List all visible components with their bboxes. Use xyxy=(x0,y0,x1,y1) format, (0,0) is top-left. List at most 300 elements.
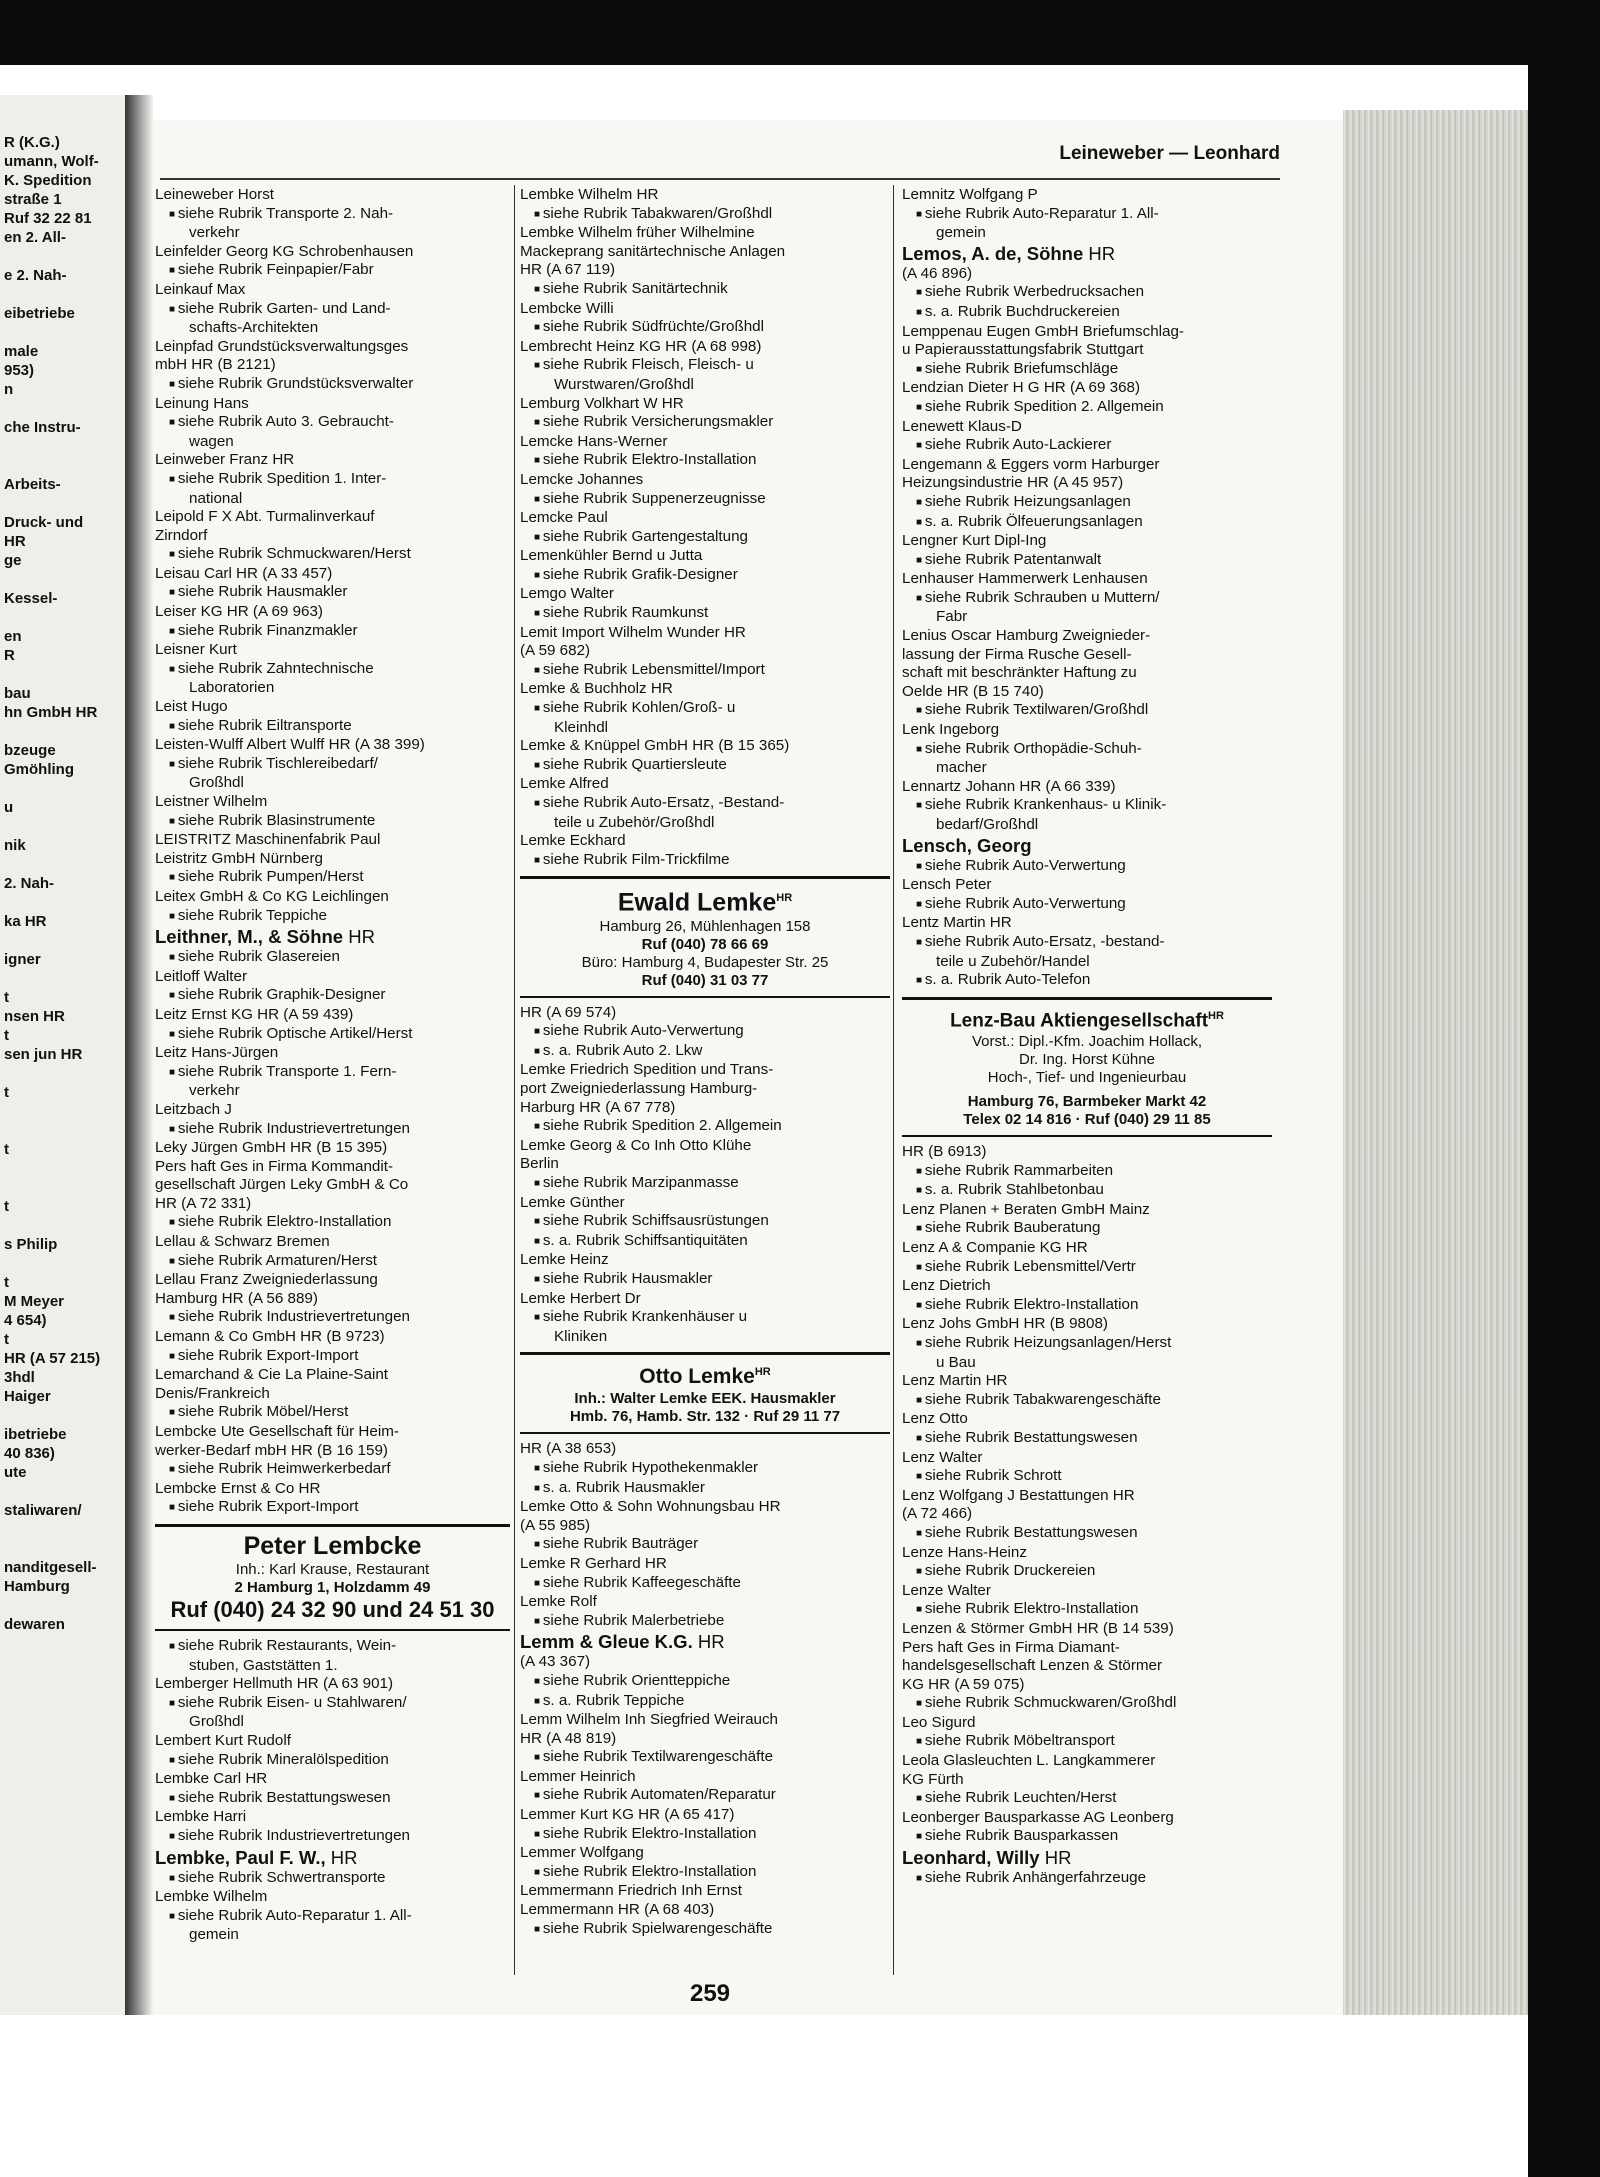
listing-entry xyxy=(155,186,510,243)
listing-entry xyxy=(902,876,1272,914)
listing-detail: Harburg HR (A 67 778) xyxy=(520,1098,676,1116)
hr-marker: HR xyxy=(343,926,375,948)
left-page-text xyxy=(0,285,125,304)
category-reference: ■ siehe Rubrik Lebensmittel/Vertr xyxy=(902,1258,1272,1278)
listing-entry xyxy=(155,888,510,926)
column-1 xyxy=(155,186,510,1945)
listing-name: Leitex GmbH & Co KG Leichlingen xyxy=(155,887,389,905)
listing-entry xyxy=(902,1544,1272,1582)
category-reference: ■ siehe Rubrik Transporte 1. Fern- xyxy=(155,1063,510,1083)
left-page-text: t xyxy=(4,1331,9,1348)
category-reference: ■ siehe Rubrik Optische Artikel/Herst xyxy=(155,1025,510,1045)
left-page-text: hn GmbH HR xyxy=(4,704,98,721)
category-reference-cont: wagen xyxy=(189,432,234,450)
category-reference-cont: Großhdl xyxy=(189,1713,244,1731)
listing-detail: KG HR (A 59 075) xyxy=(902,1675,1025,1693)
listing-entry xyxy=(520,300,890,338)
category-reference: ■ siehe Rubrik Patentanwalt xyxy=(902,551,1272,571)
listing-entry xyxy=(520,547,890,585)
listing-entry xyxy=(902,1315,1272,1372)
left-page-text: Druck- und xyxy=(4,514,84,531)
category-reference: ■ siehe Rubrik Auto 3. Gebraucht- xyxy=(155,413,510,433)
listing-name: Lenze Walter xyxy=(902,1581,991,1599)
listing-name: Lembke Wilhelm früher Wilhelmine xyxy=(520,224,755,242)
category-reference: ■ siehe Rubrik Elektro-Installation xyxy=(902,1600,1272,1620)
listing-entry xyxy=(902,323,1272,380)
listing-name-bold: Leithner, M., & Söhne HR xyxy=(155,926,375,948)
category-reference: ■ siehe Rubrik Auto-Verwertung xyxy=(520,1022,890,1042)
left-page-text: t xyxy=(4,1084,9,1101)
listing-entry xyxy=(155,1233,510,1271)
listing-entry xyxy=(902,418,1272,456)
listing-entry xyxy=(155,565,510,603)
category-reference: ■ siehe Rubrik Anhängerfahrzeuge xyxy=(902,1869,1272,1889)
category-reference: ■ siehe Rubrik Auto-Ersatz, -bestand- xyxy=(902,933,1272,953)
listing-name: Lemarchand & Cie La Plaine-Saint xyxy=(155,1366,389,1384)
listing-entry xyxy=(520,433,890,471)
listing-entry xyxy=(155,968,510,1006)
ad-line: Inh.: Walter Lemke EEK. Hausmakler xyxy=(574,1390,836,1408)
listing-detail: gesellschaft Jürgen Leky GmbH & Co xyxy=(155,1176,409,1194)
ad-name: Otto Lemke$^{HR}$ xyxy=(639,1365,771,1389)
category-reference: ■ siehe Rubrik Suppenerzeugnisse xyxy=(520,490,890,510)
category-reference-cont: Kleinhdl xyxy=(554,718,609,736)
listing-name: Lenius Oscar Hamburg Zweignieder- xyxy=(902,627,1151,645)
column-3 xyxy=(902,186,1272,1889)
listing-entry xyxy=(155,831,510,888)
category-reference: ■ siehe Rubrik Automaten/Reparatur xyxy=(520,1786,890,1806)
category-reference: ■ siehe Rubrik Elektro-Installation xyxy=(902,1296,1272,1316)
listing-name: Lemke Otto & Sohn Wohnungsbau HR xyxy=(520,1498,781,1516)
category-reference: ■ siehe Rubrik Bausparkassen xyxy=(902,1827,1272,1847)
category-reference: ■ siehe Rubrik Orientteppiche xyxy=(520,1672,890,1692)
category-reference: ■ siehe Rubrik Auto-Ersatz, -Bestand- xyxy=(520,794,890,814)
left-page-text xyxy=(0,1178,125,1197)
left-page-text: dewaren xyxy=(4,1616,65,1633)
left-page-text: Haiger xyxy=(4,1388,51,1405)
left-page-text: ute xyxy=(4,1464,27,1481)
left-page-text: 2. Nah- xyxy=(4,875,55,892)
category-reference: ■ siehe Rubrik Kaffeegeschäfte xyxy=(520,1574,890,1594)
listing-entry xyxy=(520,1631,890,1711)
listing-name: Lemke & Knüppel GmbH HR (B 15 365) xyxy=(520,737,790,755)
listing-entry xyxy=(155,1847,510,1889)
category-reference-cont: stuben, Gaststätten 1. xyxy=(189,1656,338,1674)
listing-name: Lemberger Hellmuth HR (A 63 901) xyxy=(155,1675,394,1693)
listing-entry xyxy=(520,1251,890,1289)
listing-name: Lemmermann Friedrich Inh Ernst xyxy=(520,1882,742,1900)
hr-marker: HR xyxy=(1083,242,1116,264)
listing-name: Lembcke Ernst & Co HR xyxy=(155,1479,321,1497)
listing-entry xyxy=(902,778,1272,835)
category-reference: ■ siehe Rubrik Leuchten/Herst xyxy=(902,1789,1272,1809)
column-rule xyxy=(893,185,894,1975)
category-reference: ■ siehe Rubrik Fleisch, Fleisch- u xyxy=(520,356,890,376)
category-reference-cont: teile u Zubehör/Großhdl xyxy=(554,813,715,831)
left-page-text xyxy=(0,665,125,684)
listing-name: Lentz Martin HR xyxy=(902,914,1012,932)
left-page-text: straße 1 xyxy=(4,191,62,208)
page-number: 259 xyxy=(689,1980,731,2007)
listing-entry xyxy=(520,1004,890,1062)
category-reference: ■ siehe Rubrik Quartiersleute xyxy=(520,756,890,776)
ad-address: 2 Hamburg 1, Holzdamm 49 xyxy=(234,1578,431,1596)
category-reference: ■ siehe Rubrik Krankenhaus- u Klinik- xyxy=(902,796,1272,816)
category-reference: ■ siehe Rubrik Tabakwaren/Großhdl xyxy=(520,205,890,225)
listing-name: Lemppenau Eugen GmbH Briefumschlag- xyxy=(902,322,1184,340)
listing-entry xyxy=(155,793,510,831)
listing-name: Lemke Georg & Co Inh Otto Klühe xyxy=(520,1136,752,1154)
category-reference: ■ siehe Rubrik Orthopädie-Schuh- xyxy=(902,740,1272,760)
scan-border-right xyxy=(1528,65,1600,2177)
listing-name: Lenz A & Companie KG HR xyxy=(902,1239,1088,1257)
category-reference: ■ siehe Rubrik Sanitärtechnik xyxy=(520,280,890,300)
left-page-text: M Meyer xyxy=(4,1293,65,1310)
listing-entry xyxy=(155,1328,510,1366)
ad-name: Peter Lembcke xyxy=(243,1531,422,1560)
category-reference: ■ siehe Rubrik Feinpapier/Fabr xyxy=(155,261,510,281)
category-reference-cont: schafts-Architekten xyxy=(189,319,319,337)
ad-box-peter-lembcke xyxy=(155,1524,510,1631)
listing-name: Leisner Kurt xyxy=(155,641,237,659)
listing-name: Leisten-Wulff Albert Wulff HR (A 38 399) xyxy=(155,736,425,754)
left-page-text: eibetriebe xyxy=(4,305,75,322)
listing-name: Lemke R Gerhard HR xyxy=(520,1554,667,1572)
category-reference: ■ siehe Rubrik Auto-Verwertung xyxy=(902,857,1272,877)
listing-name: Leiser KG HR (A 69 963) xyxy=(155,603,323,621)
listing-entry xyxy=(902,1847,1272,1889)
listing-name: Lenz Wolfgang J Bestattungen HR xyxy=(902,1486,1135,1504)
listing-detail: Oelde HR (B 15 740) xyxy=(902,682,1044,700)
category-reference: ■ siehe Rubrik Rammarbeiten xyxy=(902,1162,1272,1182)
listing-entry xyxy=(155,698,510,736)
listing-name: Lembke Harri xyxy=(155,1808,247,1826)
category-reference-cont: Wurstwaren/Großhdl xyxy=(554,375,694,393)
listing-name: Lemke Herbert Dr xyxy=(520,1289,641,1307)
left-page-text: en xyxy=(4,628,22,645)
category-reference: ■ siehe Rubrik Glasereien xyxy=(155,948,510,968)
category-reference: ■ siehe Rubrik Auto-Lackierer xyxy=(902,436,1272,456)
left-page-text xyxy=(0,323,125,342)
category-reference: ■ siehe Rubrik Industrievertretungen xyxy=(155,1308,510,1328)
listing-entry xyxy=(520,1498,890,1555)
category-reference: ■ siehe Rubrik Druckereien xyxy=(902,1562,1272,1582)
category-reference: ■ siehe Rubrik Armaturen/Herst xyxy=(155,1252,510,1272)
left-page-text xyxy=(0,1482,125,1501)
listing-name: Lenewett Klaus-D xyxy=(902,417,1022,435)
left-page-text: bau xyxy=(4,685,31,702)
left-page-text: HR (A 57 215) xyxy=(4,1350,101,1367)
left-page-text: n xyxy=(4,381,14,398)
listing-entry xyxy=(902,1809,1272,1847)
listing-name: Leitzbach J xyxy=(155,1100,232,1118)
category-reference: ■ siehe Rubrik Auto-Reparatur 1. All- xyxy=(902,205,1272,225)
left-page-text: ibetriebe xyxy=(4,1426,67,1443)
category-reference: ■ siehe Rubrik Blasinstrumente xyxy=(155,812,510,832)
listing-entry xyxy=(520,338,890,395)
listing-name-bold: Lembke, Paul F. W., HR xyxy=(155,1846,358,1868)
listing-entry xyxy=(520,1768,890,1806)
listing-name: Leo Sigurd xyxy=(902,1713,976,1731)
listing-entry xyxy=(520,624,890,681)
category-reference: ■ siehe Rubrik Textilwarengeschäfte xyxy=(520,1748,890,1768)
hr-marker: HR xyxy=(325,1846,358,1868)
left-page-text xyxy=(0,1596,125,1615)
ad-box-ewald-lemke xyxy=(520,876,890,997)
listing-name-cont: werker-Bedarf mbH HR (B 16 159) xyxy=(155,1441,388,1459)
listing-name: Lemit Import Wilhelm Wunder HR xyxy=(520,623,746,641)
left-page-text: ge xyxy=(4,552,22,569)
category-reference: ■ siehe Rubrik Export-Import xyxy=(155,1347,510,1367)
category-reference: ■ siehe Rubrik Zahntechnische xyxy=(155,660,510,680)
category-reference: ■ siehe Rubrik Hypothekenmakler xyxy=(520,1459,890,1479)
left-page-text: t xyxy=(4,1027,9,1044)
category-reference: ■ siehe Rubrik Raumkunst xyxy=(520,604,890,624)
listing-name: Lellau Franz Zweigniederlassung xyxy=(155,1271,378,1289)
listing-entry xyxy=(520,1555,890,1593)
category-reference: ■ siehe Rubrik Hausmakler xyxy=(520,1270,890,1290)
listing-entry xyxy=(155,243,510,281)
listing-name: Lensch Peter xyxy=(902,876,992,894)
listing-name-cont: HR (A 48 819) xyxy=(520,1729,617,1747)
category-reference: ■ siehe Rubrik Pumpen/Herst xyxy=(155,868,510,888)
left-page-text: R (K.G.) xyxy=(4,134,60,151)
listing-entry xyxy=(902,835,1272,877)
listing-name-cont: (A 43 367) xyxy=(520,1653,591,1671)
listing-name-cont: Berlin xyxy=(520,1155,559,1173)
listing-name: Lenze Hans-Heinz xyxy=(902,1543,1027,1561)
left-page-text: Ruf 32 22 81 xyxy=(4,210,92,227)
listing-detail: HR (A 72 331) xyxy=(155,1194,252,1212)
left-page-text xyxy=(0,1406,125,1425)
listing-name: Leinkauf Max xyxy=(155,280,246,298)
left-page-text: Hamburg xyxy=(4,1578,70,1595)
listing-entry xyxy=(902,1277,1272,1315)
category-reference: ■ siehe Rubrik Spedition 2. Allgemein xyxy=(520,1117,890,1137)
listing-entry xyxy=(155,281,510,338)
listing-name: Lemcke Johannes xyxy=(520,470,644,488)
category-reference: ■ siehe Rubrik Spielwarengeschäfte xyxy=(520,1920,890,1940)
listing-entry xyxy=(155,1366,510,1423)
left-page-text: 3hdl xyxy=(4,1369,35,1386)
listing-entry xyxy=(520,1290,890,1347)
left-page-text xyxy=(0,1254,125,1273)
left-page-text xyxy=(0,399,125,418)
listing-name: Lemke Friedrich Spedition und Trans- xyxy=(520,1061,774,1079)
category-reference: ■ siehe Rubrik Malerbetriebe xyxy=(520,1612,890,1632)
category-reference: ■ siehe Rubrik Tabakwarengeschäfte xyxy=(902,1391,1272,1411)
listing-entry xyxy=(902,627,1272,721)
listing-name: Lemcke Hans-Werner xyxy=(520,432,668,450)
category-reference-cont: Laboratorien xyxy=(189,679,275,697)
left-page-text: bzeuge xyxy=(4,742,56,759)
listing-entry xyxy=(155,1044,510,1101)
category-reference: ■ siehe Rubrik Hausmakler xyxy=(155,583,510,603)
ad-line: Inh.: Karl Krause, Restaurant xyxy=(235,1560,430,1578)
listing-entry xyxy=(902,570,1272,627)
listing-name: Lenz Planen + Beraten GmbH Mainz xyxy=(902,1200,1150,1218)
listing-entry xyxy=(520,1593,890,1631)
listing-name: HR (A 38 653) xyxy=(520,1440,617,1458)
listing-entry xyxy=(520,832,890,870)
category-reference-cont: bedarf/Großhdl xyxy=(936,816,1039,833)
listing-entry xyxy=(902,1410,1272,1448)
category-reference: ■ siehe Rubrik Heimwerkerbedarf xyxy=(155,1460,510,1480)
left-page-text: Kessel- xyxy=(4,590,58,607)
listing-name: LEISTRITZ Maschinenfabrik Paul xyxy=(155,831,381,849)
ad-phone: Ruf (040) 78 66 69 xyxy=(641,935,769,953)
column-2 xyxy=(520,186,890,1939)
listing-entry xyxy=(520,471,890,509)
category-reference-cont: gemein xyxy=(936,224,986,242)
category-reference: ■ siehe Rubrik Schmuckwaren/Großhdl xyxy=(902,1694,1272,1714)
listing-name: Lenhauser Hammerwerk Lenhausen xyxy=(902,570,1148,588)
listing-entry xyxy=(902,1620,1272,1714)
category-reference: ■ siehe Rubrik Spedition 1. Inter- xyxy=(155,470,510,490)
left-page-text xyxy=(0,456,125,475)
listing-entry xyxy=(155,1732,510,1770)
listing-entry xyxy=(902,1239,1272,1277)
ad-phone: Telex 02 14 816 · Ruf (040) 29 11 85 xyxy=(963,1111,1211,1129)
category-reference: ■ siehe Rubrik Schmuckwaren/Herst xyxy=(155,545,510,565)
listing-entry xyxy=(155,451,510,508)
category-reference: ■ siehe Rubrik Elektro-Installation xyxy=(520,451,890,471)
category-reference: ■ siehe Rubrik Möbel/Herst xyxy=(155,1403,510,1423)
left-page-text xyxy=(0,1121,125,1140)
left-page-text: K. Spedition xyxy=(4,172,92,189)
left-page-text xyxy=(0,1539,125,1558)
category-reference: ■ s. a. Rubrik Stahlbetonbau xyxy=(902,1181,1272,1201)
left-page-text: Gmöhling xyxy=(4,761,74,778)
listing-name: Lembke Wilhelm xyxy=(155,1888,268,1906)
listing-name: Leistner Wilhelm xyxy=(155,793,268,810)
listing-name: Lemnitz Wolfgang P xyxy=(902,186,1038,203)
left-page-text xyxy=(0,893,125,912)
category-reference: ■ siehe Rubrik Bestattungswesen xyxy=(902,1429,1272,1449)
listing-entry xyxy=(520,775,890,832)
listing-name: Lennartz Johann HR (A 66 339) xyxy=(902,777,1116,795)
category-reference: ■ siehe Rubrik Finanzmakler xyxy=(155,622,510,642)
left-page-text: igner xyxy=(4,951,41,968)
listing-name: Leky Jürgen GmbH HR (B 15 395) xyxy=(155,1139,388,1157)
category-reference: ■ siehe Rubrik Industrievertretungen xyxy=(155,1120,510,1140)
left-page-text: HR xyxy=(4,533,26,550)
category-reference: ■ siehe Rubrik Elektro-Installation xyxy=(520,1825,890,1845)
category-reference: ■ siehe Rubrik Bauträger xyxy=(520,1535,890,1555)
ad-office: Büro: Hamburg 4, Budapester Str. 25 xyxy=(581,953,829,971)
header-rule xyxy=(160,178,1280,180)
category-reference: ■ siehe Rubrik Lebensmittel/Import xyxy=(520,661,890,681)
ad-address: Hmb. 76, Hamb. Str. 132 · Ruf 29 11 77 xyxy=(569,1408,841,1426)
left-page-text xyxy=(0,1064,125,1083)
listing-name: Lenz Martin HR xyxy=(902,1372,1008,1390)
listing-detail: Pers haft Ges in Firma Kommandit- xyxy=(155,1157,394,1175)
category-reference-cont: verkehr xyxy=(189,1082,240,1100)
listing-name: HR (B 6913) xyxy=(902,1143,987,1161)
left-page-text: Arbeits- xyxy=(4,476,61,493)
listing-entry xyxy=(520,1806,890,1844)
category-reference: ■ siehe Rubrik Heizungsanlagen xyxy=(902,493,1272,513)
category-reference: ■ siehe Rubrik Grafik-Designer xyxy=(520,566,890,586)
listing-entry xyxy=(902,532,1272,570)
listing-entry xyxy=(520,224,890,299)
listing-name-cont: (A 72 466) xyxy=(902,1505,973,1523)
category-reference: ■ siehe Rubrik Garten- und Land- xyxy=(155,300,510,320)
page-header: Leineweber — Leonhard xyxy=(1059,143,1280,164)
listing-name: Lendzian Dieter H G HR (A 69 368) xyxy=(902,379,1141,397)
left-page-text xyxy=(0,931,125,950)
category-reference: ■ siehe Rubrik Export-Import xyxy=(155,1498,510,1518)
category-reference: ■ siehe Rubrik Grundstücksverwalter xyxy=(155,375,510,395)
category-reference-cont: Fabr xyxy=(936,608,968,626)
listing-entry xyxy=(155,1006,510,1044)
listing-entry xyxy=(520,585,890,623)
listing-name: Lemm Wilhelm Inh Siegfried Weirauch xyxy=(520,1711,779,1729)
listing-name-cont: (A 46 896) xyxy=(902,264,973,282)
listing-entry xyxy=(902,1201,1272,1239)
listing-name: Lemgo Walter xyxy=(520,585,614,603)
listing-entry xyxy=(902,1752,1272,1809)
listing-detail: handelsgesellschaft Lenzen & Störmer xyxy=(902,1657,1163,1675)
listing-name: Leinpfad Grundstücksverwaltungsges xyxy=(155,337,409,355)
left-page-text xyxy=(0,722,125,741)
category-reference: ■ siehe Rubrik Werbedrucksachen xyxy=(902,283,1272,303)
listing-entry xyxy=(155,1101,510,1139)
ad-address: Hamburg 76, Barmbeker Markt 42 xyxy=(967,1093,1207,1111)
listing-detail: Mackeprang sanitärtechnische Anlagen xyxy=(520,242,786,260)
listing-name: Lemmer Wolfgang xyxy=(520,1844,644,1862)
left-page-text xyxy=(0,608,125,627)
left-page-text: en 2. All- xyxy=(4,229,66,246)
listing-name: Lembke Carl HR xyxy=(155,1770,268,1788)
listing-name-bold: Lemm & Gleue K.G. HR xyxy=(520,1631,725,1653)
category-reference: ■ siehe Rubrik Kohlen/Groß- u xyxy=(520,699,890,719)
category-reference-cont: national xyxy=(189,489,243,507)
category-reference: ■ siehe Rubrik Industrievertretungen xyxy=(155,1827,510,1847)
listing-name: HR (A 69 574) xyxy=(520,1003,617,1021)
listing-name-bold: Lemos, A. de, Söhne HR xyxy=(902,242,1116,264)
left-page-text: staliwaren/ xyxy=(4,1502,82,1519)
left-page-text xyxy=(0,969,125,988)
left-page-text xyxy=(0,817,125,836)
listing-name: Leitloff Walter xyxy=(155,967,248,985)
left-page-text: nsen HR xyxy=(4,1008,65,1025)
hr-marker: HR xyxy=(1039,1847,1072,1869)
listing-entry xyxy=(520,1061,890,1136)
listing-entry xyxy=(902,914,1272,990)
category-reference: ■ siehe Rubrik Schiffsausrüstungen xyxy=(520,1212,890,1232)
listing-name: Lenk Ingeborg xyxy=(902,721,1000,739)
category-reference: ■ siehe Rubrik Auto-Reparatur 1. All- xyxy=(155,1907,510,1927)
left-page-text xyxy=(0,1216,125,1235)
listing-entry xyxy=(520,395,890,433)
category-reference: ■ siehe Rubrik Schrauben u Muttern/ xyxy=(902,589,1272,609)
category-reference: ■ siehe Rubrik Schrott xyxy=(902,1467,1272,1487)
category-reference: ■ siehe Rubrik Bestattungswesen xyxy=(902,1524,1272,1544)
category-reference: ■ siehe Rubrik Textilwaren/Großhdl xyxy=(902,701,1272,721)
listing-entry xyxy=(520,1882,890,1939)
listing-entry xyxy=(902,1449,1272,1487)
left-page-text xyxy=(0,1520,125,1539)
category-reference: ■ siehe Rubrik Südfrüchte/Großhdl xyxy=(520,318,890,338)
listing-name-bold: Leonhard, Willy HR xyxy=(902,1847,1072,1869)
listing-entry xyxy=(520,1711,890,1768)
listing-name: Lembrecht Heinz KG HR (A 68 998) xyxy=(520,337,762,355)
left-page-text: male xyxy=(4,343,39,360)
category-reference: ■ siehe Rubrik Heizungsanlagen/Herst xyxy=(902,1334,1272,1354)
listing-entry xyxy=(520,186,890,224)
listing-name: Leitz Ernst KG HR (A 59 439) xyxy=(155,1005,354,1023)
